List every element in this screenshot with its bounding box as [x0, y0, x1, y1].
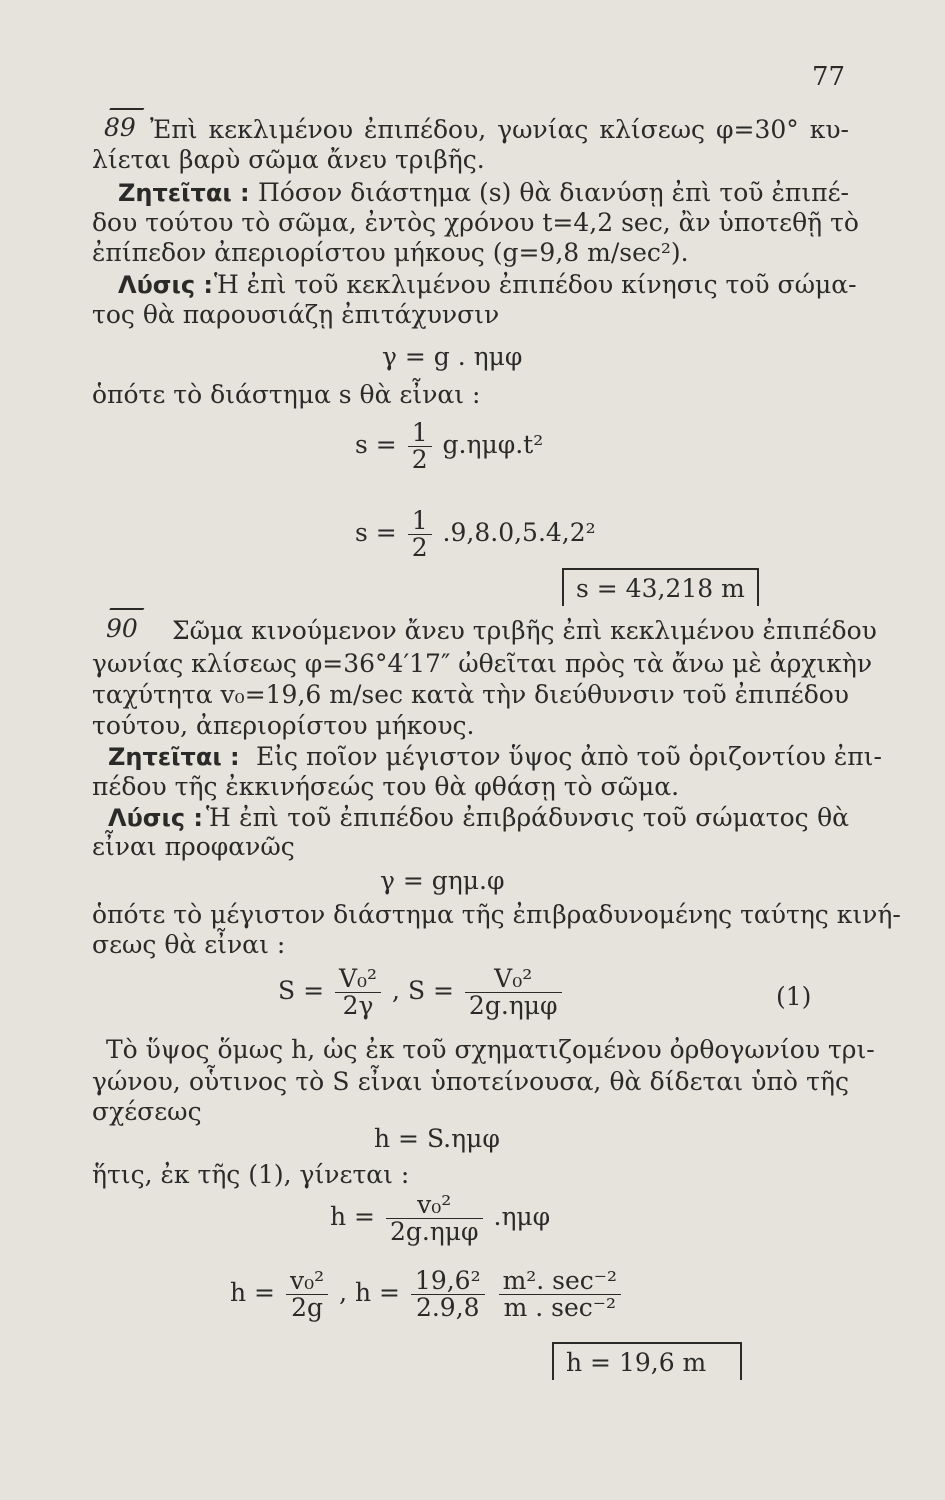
- problem-89-solution-line-2: τος θὰ παρουσιάζῃ ἐπιτάχυνσιν: [92, 300, 500, 329]
- numerator: v₀²: [286, 1268, 328, 1295]
- problem-89-asked-line-1: Πόσον διάστημα (s) θὰ διανύσῃ ἐπὶ τοῦ ἐπιπέ-: [258, 178, 849, 207]
- numerator: 1: [408, 420, 432, 447]
- problem-90-asked-line-1: Εἰς ποῖον μέγιστον ὕψος ἀπὸ τοῦ ὁριζοντίου ἐπι-: [256, 742, 882, 771]
- problem-90-line-3: ταχύτητα v₀=19,6 m/sec κατὰ τὴν διεύθυνσιν τοῦ ἐπιπέδου: [92, 680, 849, 709]
- page-number: 77: [812, 62, 846, 92]
- denominator: 2: [411, 533, 428, 562]
- fraction: [335, 966, 381, 1019]
- denominator: 2g.ημφ: [468, 991, 558, 1020]
- eq-lhs-2: , S =: [392, 976, 454, 1005]
- denominator: 2g: [291, 1293, 323, 1322]
- problem-90-line-4: τούτου, ἀπεριορίστου μήκους.: [92, 711, 475, 740]
- eq-lhs: s =: [355, 518, 397, 547]
- problem-90-solution-label: Λύσις :: [108, 804, 204, 832]
- problem-90-text-then-2: σεως θὰ εἶναι :: [92, 930, 286, 959]
- eq-rhs: g.ημφ.t²: [442, 430, 544, 459]
- problem-90-text-height-2: γώνου, οὗτινος τὸ S εἶναι ὑποτείνουσα, θὰ δίδεται ὑπὸ τῆς: [92, 1067, 849, 1096]
- eq-lhs: S =: [278, 976, 325, 1005]
- fraction: [465, 966, 562, 1019]
- eq-lhs: h =: [230, 1278, 275, 1307]
- eq-lhs-2: , h =: [339, 1278, 400, 1307]
- problem-90-eq-max-distance: [278, 966, 565, 1019]
- problem-90-text-then-1: ὁπότε τὸ μέγιστον διάστημα τῆς ἐπιβραδυνομένης ταύτης κινή-: [92, 900, 901, 929]
- problem-90-asked-label: Ζητεῖται :: [108, 743, 240, 771]
- problem-90-eq-height-final: [230, 1268, 624, 1321]
- problem-89-solution-label: Λύσις :: [118, 271, 214, 299]
- problem-90-text-height-1: Τὸ ὕψος ὅμως h, ὡς ἐκ τοῦ σχηματιζομένου ὀρθογωνίου τρι-: [106, 1035, 875, 1064]
- problem-89-text-then: ὁπότε τὸ διάστημα s θὰ εἶναι :: [92, 380, 481, 409]
- units-fraction: [499, 1268, 621, 1321]
- problem-89-number: 89: [104, 113, 136, 142]
- numerator: V₀²: [335, 966, 381, 993]
- problem-89-line-2: λίεται βαρὺ σῶμα ἄνευ τριβῆς.: [92, 145, 485, 174]
- fraction: [411, 1268, 485, 1321]
- problem-89-eq-substituted: [355, 508, 596, 561]
- fraction: [286, 1268, 328, 1321]
- problem-89-eq-acceleration: γ = g . ημφ: [382, 342, 523, 371]
- problem-90-asked-line-2: πέδου τῆς ἐκκινήσεώς του θὰ φθάσῃ τὸ σῶμα.: [92, 772, 680, 801]
- numerator: 1: [408, 508, 432, 535]
- numerator: m². sec⁻²: [499, 1268, 621, 1295]
- problem-90-line-2: γωνίας κλίσεως φ=36°4′17″ ὠθεῖται πρὸς τὰ ἄνω μὲ ἀρχικὴν: [92, 649, 873, 678]
- equation-ref-1: (1): [776, 982, 812, 1011]
- problem-90-solution-line-2: εἶναι προφανῶς: [92, 832, 295, 861]
- problem-90-eq-height: h = S.ημφ: [374, 1124, 500, 1153]
- problem-90-text-height-3: σχέσεως: [92, 1097, 202, 1126]
- numerator: 19,6²: [411, 1268, 485, 1295]
- problem-90-solution-line-1: Ἡ ἐπὶ τοῦ ἐπιπέδου ἐπιβράδυνσις τοῦ σώματος θὰ: [206, 803, 849, 832]
- problem-89-result-box: s = 43,218 m: [562, 568, 759, 606]
- numerator: v₀²: [386, 1192, 483, 1219]
- denominator: 2.9,8: [415, 1293, 480, 1322]
- fraction: [386, 1192, 483, 1245]
- denominator: 2g.ημφ: [389, 1217, 479, 1246]
- problem-90-eq-height-sub: [330, 1192, 550, 1245]
- problem-89-line-1: Ἐπὶ κεκλιμένου ἐπιπέδου, γωνίας κλίσεως φ=30° κυ-: [150, 115, 849, 144]
- problem-89-solution-line-1: Ἡ ἐπὶ τοῦ κεκλιμένου ἐπιπέδου κίνησις τοῦ σώμα-: [214, 270, 857, 299]
- numerator: V₀²: [465, 966, 562, 993]
- problem-90-line-1: Σῶμα κινούμενον ἄνευ τριβῆς ἐπὶ κεκλιμένου ἐπιπέδου: [172, 616, 877, 645]
- fraction: [408, 508, 432, 561]
- eq-rhs: .ημφ: [493, 1202, 551, 1231]
- denominator: 2: [411, 445, 428, 474]
- eq-lhs: h =: [330, 1202, 375, 1231]
- eq-lhs: s =: [355, 430, 397, 459]
- denominator: 2γ: [342, 991, 374, 1020]
- eq-rhs: .9,8.0,5.4,2²: [442, 518, 596, 547]
- problem-89-eq-distance: [355, 420, 543, 473]
- problem-90-eq-deceleration: γ = gημ.φ: [380, 866, 505, 895]
- problem-89-asked-label: Ζητεῖται :: [118, 179, 250, 207]
- problem-90-text-which: ἥτις, ἐκ τῆς (1), γίνεται :: [92, 1160, 410, 1189]
- problem-90-result-box: h = 19,6 m: [552, 1342, 742, 1380]
- problem-89-asked-line-3: ἐπίπεδον ἀπεριορίστου μήκους (g=9,8 m/sec²).: [92, 238, 689, 267]
- fraction: [408, 420, 432, 473]
- problem-90-number: 90: [106, 614, 138, 643]
- problem-89-asked-line-2: δου τούτου τὸ σῶμα, ἐντὸς χρόνου t=4,2 sec, ἂν ὑποτεθῇ τὸ: [92, 208, 859, 237]
- denominator: m . sec⁻²: [503, 1293, 616, 1322]
